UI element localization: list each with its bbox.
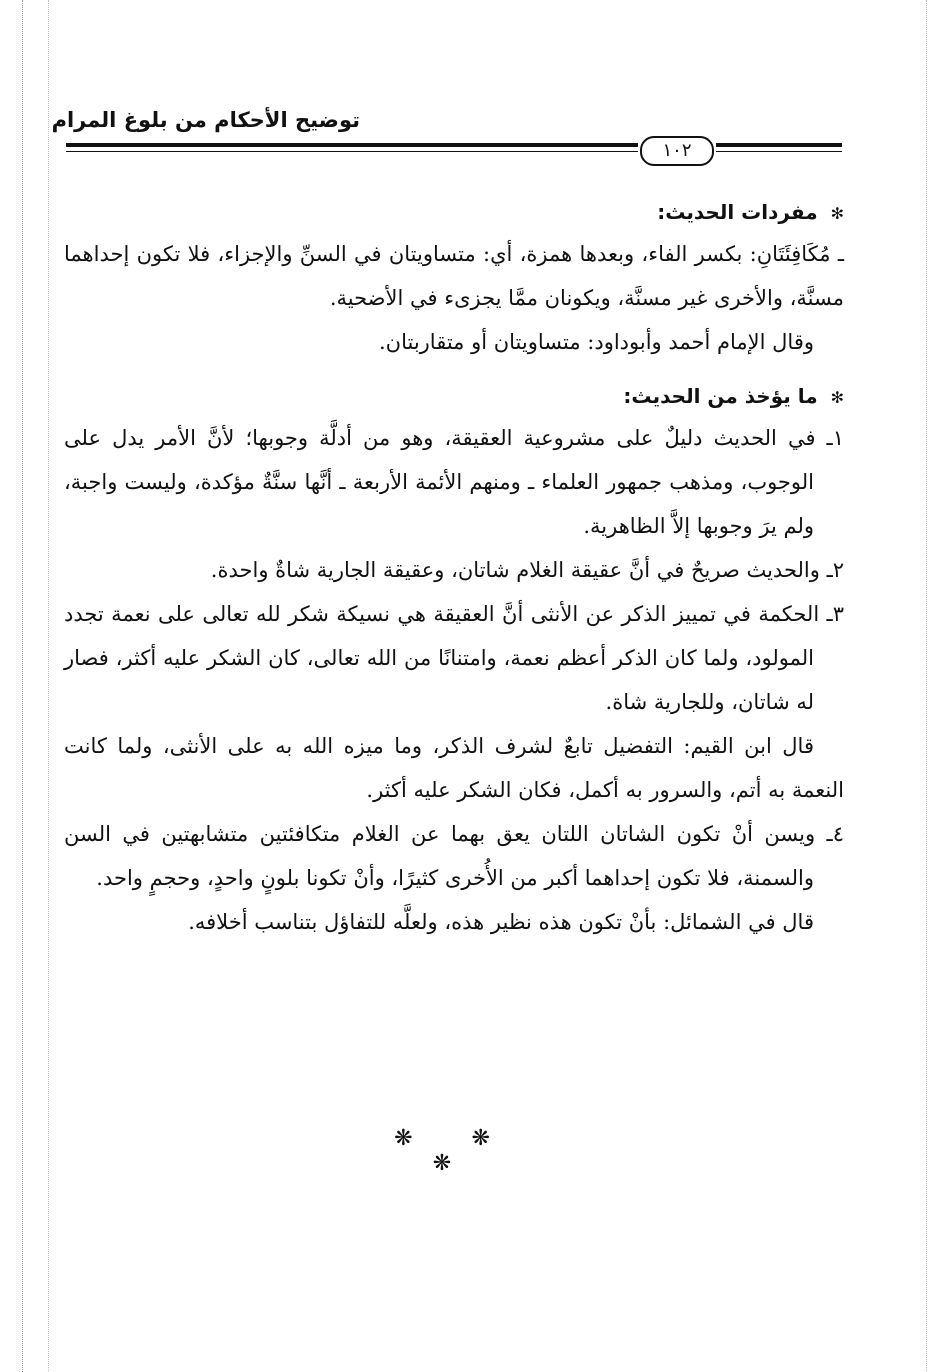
- vocab-note: وقال الإمام أحمد وأبوداود: متساويتان أو متقاربتان.: [378, 330, 814, 354]
- lesson-item-3: ٣ـ الحكمة في تمييز الذكر عن الأنثى أنَّ العقيقة هي نسيكة شكر لله تعالى على نعمة تجدد المولود، ولما كان الذكر أعظم نعمة، وامتنانًا من الله تعالى، كان الشكر عليه أكثر، فصار له شاتان، وللجارية شاة.: [64, 602, 844, 714]
- section-heading-lessons: [64, 378, 844, 416]
- header-rule-right: [716, 143, 842, 155]
- section-separator-icon: ❋ ❋ ❋: [394, 1126, 516, 1176]
- section-heading-label: مفردات الحديث:: [657, 200, 818, 224]
- asterisk-icon: ✻: [830, 388, 844, 407]
- header-rule-thick: [66, 143, 638, 147]
- quote-ibn-qayyim: قال ابن القيم: التفضيل تابعٌ لشرف الذكر، وما ميزه الله به على الأنثى، ولما كانت النعمة به أتم، والسرور به أكمل، فكان الشكر عليه أكثر.: [64, 734, 844, 802]
- lesson-item-1: ١ـ في الحديث دليلٌ على مشروعية العقيقة، وهو من أدلَّة وجوبها؛ لأنَّ الأمر يدل على الوجوب، ومذهب جمهور العلماء ـ ومنهم الأئمة الأربعة ـ أنَّها سنَّةٌ مؤكدة، وليست واجبة، ولم يرَ وجوبها إلاَّ الظاهرية.: [64, 426, 844, 538]
- scan-edge-left: [22, 0, 23, 1372]
- page-number: ١٠٢: [640, 136, 714, 166]
- scan-edge-inner: [48, 0, 49, 1372]
- scan-edge-right: [926, 0, 927, 1372]
- section-heading-vocab: [64, 194, 844, 232]
- lesson-item-4: ٤ـ ويسن أنْ تكون الشاتان اللتان يعق بهما عن الغلام متكافئتين متشابهتين في السن والسمنة، فلا تكون إحداهما أكبر من الأُخرى كثيرًا، وأنْ تكونا بلونٍ واحدٍ، وحجمٍ واحد.: [64, 822, 844, 890]
- lesson-item-2: ٢ـ والحديث صريحٌ في أنَّ عقيقة الغلام شاتان، وعقيقة الجارية شاةٌ واحدة.: [210, 558, 844, 582]
- header-rule-thick: [716, 143, 842, 147]
- header-rule-thin: [716, 151, 842, 152]
- asterisk-icon: ✻: [830, 204, 844, 223]
- header-rule-thin: [66, 151, 638, 152]
- header-rule-left: [66, 143, 638, 155]
- vocab-definition: ـ مُكَافِئَتَانِ: بكسر الفاء، وبعدها همزة، أي: متساويتان في السنِّ والإجزاء، فلا تكون إحداهما مسنَّة، والأخرى غير مسنَّة، ويكونان ممَّا يجزىء في الأضحية.: [64, 242, 844, 310]
- section-gap: [64, 364, 844, 378]
- quote-shamail: قال في الشمائل: بأنْ تكون هذه نظير هذه، ولعلَّه للتفاؤل بتناسب أخلافه.: [188, 910, 814, 934]
- running-title: توضيح الأحكام من بلوغ المرام: [51, 108, 360, 132]
- page-body: [64, 194, 844, 944]
- section-heading-label: ما يؤخذ من الحديث:: [623, 384, 818, 408]
